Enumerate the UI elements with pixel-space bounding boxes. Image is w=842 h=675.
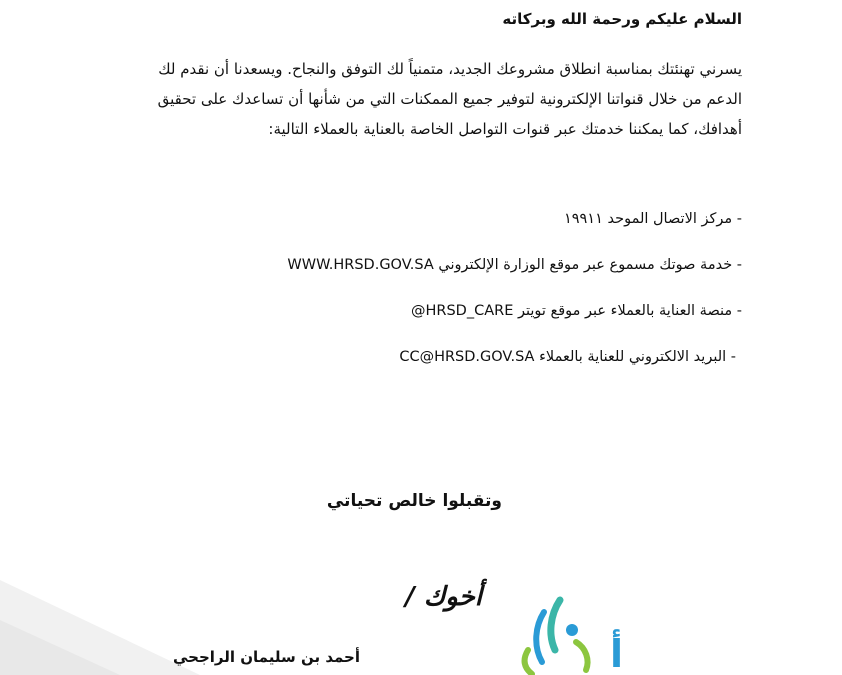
paragraph-line-2: الدعم من خلال قنواتنا الإلكترونية لتوفير جميع الممكنات التي من شأنها أن تساعدك على تحقيق — [157, 90, 742, 108]
paragraph-line-1: يسرني تهنئتك بمناسبة انطلاق مشروعك الجديد، متمنياً لك التوفق والنجاح. ويسعدنا أن نقدم لك — [158, 60, 742, 78]
channel-twitter: - منصة العناية بالعملاء عبر موقع تويتر HRSD_CARE@ — [410, 303, 742, 319]
signer-name: أحمد بن سليمان الراجحي — [172, 648, 360, 666]
logo-text: أ — [610, 632, 624, 675]
greeting: السلام عليكم ورحمة الله وبركاته — [502, 10, 742, 28]
channel-website: - خدمة صوتك مسموع عبر موقع الوزارة الإلكتروني WWW.HRSD.GOV.SA — [287, 257, 742, 273]
closing-line: وتقبلوا خالص تحياتي — [326, 491, 502, 511]
brother-signature: أخوك / — [405, 582, 482, 612]
ministry-logo — [500, 590, 800, 675]
channel-call-center: - مركز الاتصال الموحد ١٩٩١١ — [563, 211, 742, 227]
paragraph-line-3: أهدافك، كما يمكننا خدمتك عبر قنوات التواصل الخاصة بالعناية بالعملاء التالية: — [268, 120, 742, 138]
channel-email: - البريد الالكتروني للعناية بالعملاء CC@HRSD.GOV.SA — [399, 349, 736, 365]
